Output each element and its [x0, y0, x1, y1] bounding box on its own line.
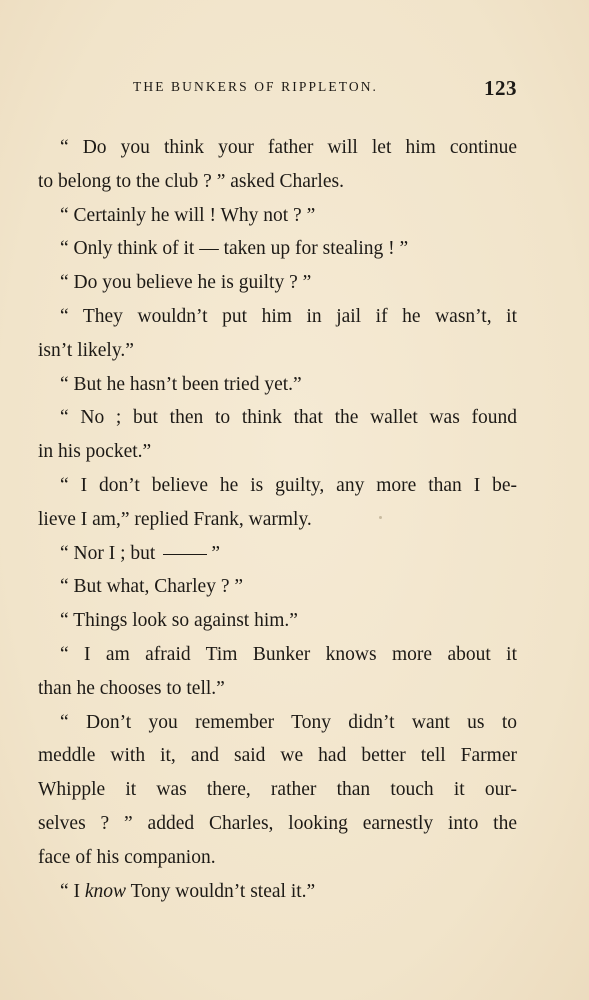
text-line: “ They wouldn’t put him in jail if he wasn’t, it — [60, 305, 517, 327]
text-line: “ Do you think your father will let him continue — [60, 137, 517, 158]
text-line: “ Don’t you remember Tony didn’t want us to — [60, 711, 517, 733]
text-line: in his pocket.” — [38, 441, 152, 463]
italic-word: know — [84, 880, 127, 902]
text-fragment: “ Nor I ; but — [60, 542, 156, 564]
text-line: “ But he hasn’t been tried yet.” — [60, 373, 302, 395]
text-line: isn’t likely.” — [38, 339, 134, 361]
text-line: “ No ; but then to think that the wallet was found — [60, 407, 517, 429]
text-fragment: Tony wouldn’t steal it.” — [126, 880, 316, 902]
paper-speck — [379, 516, 382, 519]
body-text — [38, 131, 517, 908]
text-fragment: ” — [211, 542, 220, 564]
text-line: meddle with it, and said we had better tell Farmer — [38, 745, 517, 767]
text-line: than he chooses to tell.” — [38, 677, 225, 699]
page-number: 123 — [484, 76, 517, 100]
text-line: “ Do you believe he is guilty ? ” — [60, 272, 312, 294]
text-line: “ I don’t believe he is guilty, any more than I be- — [60, 474, 517, 496]
text-line — [38, 875, 517, 909]
text-line: “ Only think of it — taken up for stealing ! ” — [60, 238, 409, 260]
text-line: Whipple it was there, rather than touch it our- — [38, 779, 517, 801]
text-line: “ But what, Charley ? ” — [60, 576, 244, 598]
running-header — [0, 76, 589, 100]
text-line — [38, 537, 517, 571]
text-line: “ Things look so against him.” — [60, 610, 298, 632]
text-line: lieve I am,” replied Frank, warmly. — [38, 508, 312, 530]
text-line: “ I am afraid Tim Bunker knows more about it — [60, 643, 517, 665]
text-fragment: “ I — [60, 880, 85, 902]
em-dash-rule — [163, 554, 207, 555]
running-title: THE BUNKERS OF RIPPLETON. — [133, 79, 379, 94]
text-line: selves ? ” added Charles, looking earnestly into the — [38, 812, 517, 834]
text-line: face of his companion. — [38, 846, 216, 868]
text-line: to belong to the club ? ” asked Charles. — [38, 170, 344, 192]
text-line: “ Certainly he will ! Why not ? ” — [60, 204, 316, 226]
